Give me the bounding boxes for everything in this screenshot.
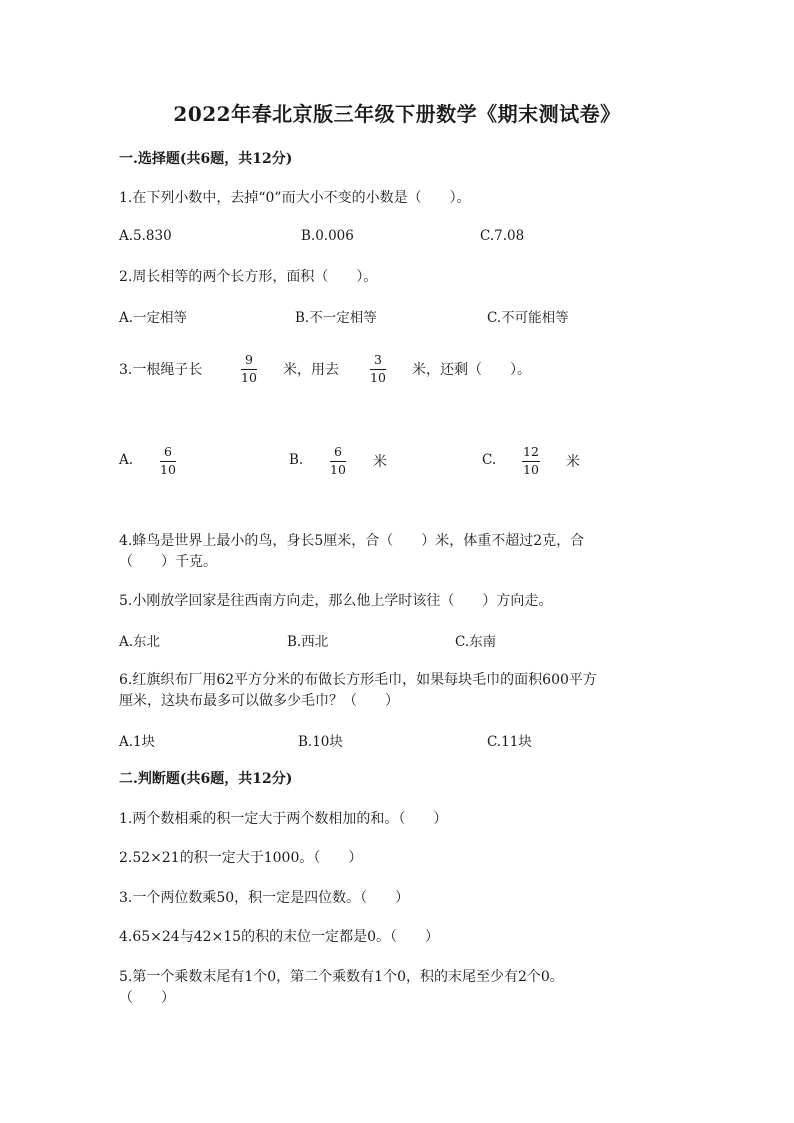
question-1-3-option-b-unit: 米 [373, 454, 387, 470]
fraction-denominator: 10 [330, 461, 346, 477]
fraction-numerator: 12 [523, 444, 539, 459]
question-1-3-option-b-fraction [330, 446, 346, 476]
section-heading-choice: 一.选择题(共6题，共12分) [119, 151, 293, 167]
section-heading-judgement: 二.判断题(共6题，共12分) [119, 771, 293, 787]
question-1-6-line2: 厘米，这块布最多可以做多少毛巾？（ ） [119, 693, 399, 709]
fraction-denominator: 10 [523, 461, 539, 477]
question-1-6-option-c[interactable]: C.11块 [487, 734, 532, 750]
question-1-3-mid: 米，用去 [283, 362, 339, 378]
question-1-3-option-b-label[interactable]: B. [289, 452, 304, 468]
judgement-5-line2: （ ） [119, 990, 175, 1006]
fraction-denominator: 10 [241, 369, 257, 385]
question-1-5-option-a[interactable]: A.东北 [119, 634, 161, 650]
question-1-4-line1: 4.蜂鸟是世界上最小的鸟，身长5厘米，合（ ）米，体重不超过2克，合 [119, 533, 585, 549]
question-1-3-option-c-label[interactable]: C. [482, 452, 497, 468]
fraction-numerator: 9 [244, 352, 253, 367]
question-1-3-option-c-unit: 米 [566, 454, 580, 470]
question-1-3-option-c-fraction [522, 446, 540, 476]
question-1-2-option-b[interactable]: B.不一定相等 [295, 310, 377, 326]
question-1-2-option-c[interactable]: C.不可能相等 [487, 310, 569, 326]
question-1-5-option-c[interactable]: C.东南 [455, 634, 497, 650]
question-1-6-option-a[interactable]: A.1块 [119, 734, 156, 750]
question-1-1-option-b[interactable]: B.0.006 [301, 228, 354, 244]
judgement-5-line1: 5.第一个乘数末尾有1个0，第二个乘数有1个0，积的末尾至少有2个0。 [119, 969, 564, 985]
page-title: 2022年春北京版三年级下册数学《期末测试卷》 [173, 102, 621, 126]
question-1-4-line2: （ ）千克。 [119, 554, 217, 570]
judgement-4-text: 4.65×24与42×15的积的末位一定都是0。（ ） [119, 929, 439, 945]
question-1-3-tail: 米，还剩（ ）。 [412, 362, 531, 378]
question-1-1-option-c[interactable]: C.7.08 [480, 228, 525, 244]
fraction-numerator: 6 [163, 444, 172, 459]
question-1-3-option-a-fraction [160, 446, 176, 476]
question-1-1-text: 1.在下列小数中，去掉“0”而大小不变的小数是（ ）。 [119, 190, 471, 206]
question-1-3-lead: 3.一根绳子长 [119, 362, 203, 378]
question-1-2-option-a[interactable]: A.一定相等 [119, 310, 188, 326]
fraction-denominator: 10 [370, 369, 386, 385]
question-1-6-line1: 6.红旗织布厂用62平方分米的布做长方形毛巾，如果每块毛巾的面积600平方 [119, 672, 597, 688]
question-1-5-text: 5.小刚放学回家是往西南方向走，那么他上学时该往（ ）方向走。 [119, 593, 553, 609]
question-1-3-fraction-used [370, 354, 386, 384]
fraction-denominator: 10 [160, 461, 176, 477]
question-1-3-fraction-length [241, 354, 257, 384]
question-1-5-option-b[interactable]: B.西北 [287, 634, 329, 650]
question-1-3-option-a-label[interactable]: A. [119, 452, 134, 468]
judgement-2-text: 2.52×21的积一定大于1000。（ ） [119, 850, 363, 866]
question-1-2-text: 2.周长相等的两个长方形，面积（ ）。 [119, 269, 378, 285]
judgement-3-text: 3.一个两位数乘50，积一定是四位数。（ ） [119, 890, 410, 906]
fraction-numerator: 6 [333, 444, 342, 459]
fraction-numerator: 3 [373, 352, 382, 367]
question-1-6-option-b[interactable]: B.10块 [298, 734, 343, 750]
judgement-1-text: 1.两个数相乘的积一定大于两个数相加的和。（ ） [119, 811, 448, 827]
question-1-1-option-a[interactable]: A.5.830 [119, 228, 172, 244]
